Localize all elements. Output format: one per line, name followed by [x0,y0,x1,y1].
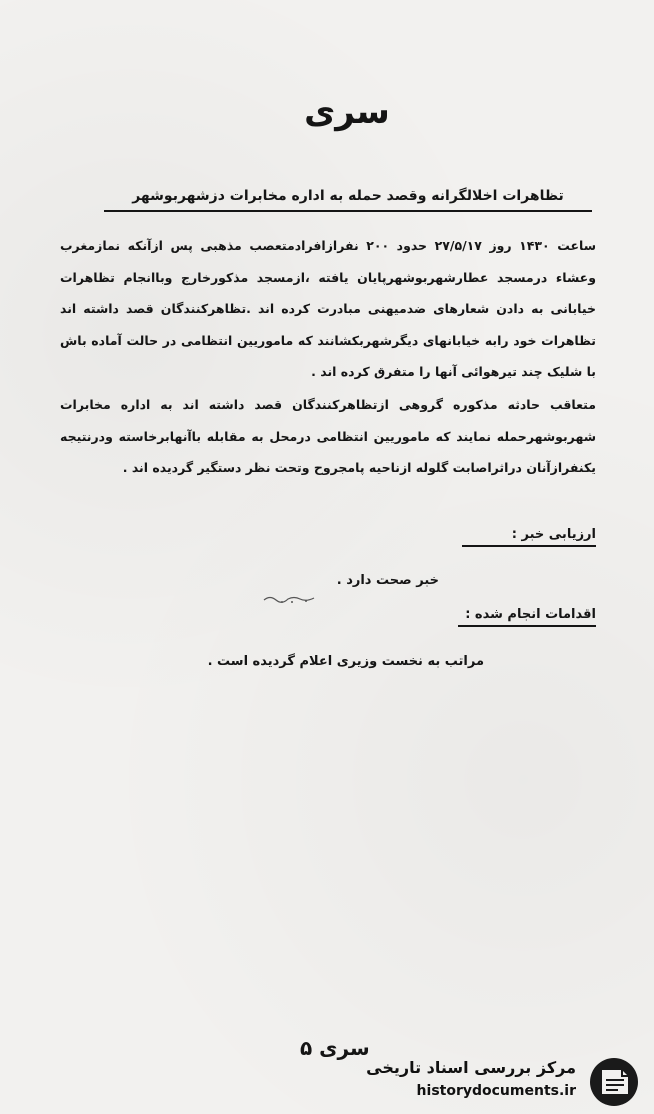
handwritten-mark [262,591,320,605]
watermark-title: مرکز بررسی اسناد تاریخی [366,1058,576,1077]
page-footer-mark: سری ۵ [300,1036,370,1060]
watermark [358,1056,648,1108]
body-paragraph-2: متعاقب حادثه مذکوره گروهی ازتظاهرکنندگان قصد داشته اند به اداره مخابرات شهربوشهرحمله نمایند که ماموریین انتظامی درمحل به مقابله باآنهابرخاسته ودرنتیجه یکنفرازآنان دراثراصابت گلوله ازناحیه پامجروح وتحت نظر دستگیر گردیده اند . [60,397,596,475]
classification-title: سری [304,92,390,132]
report-text: مراتب به نخست وزیری اعلام گردیده است . [207,654,484,669]
body-paragraph-1: ساعت ۱۴۳۰ روز ۲۷/۵/۱۷ حدود ۲۰۰ نفرازافرادمتعصب مذهبی پس ازآنکه نمازمغرب وعشاء درمسجد عطارشهربوشهرپایان یافته ،ازمسجد مذکورخارج وباانجام تظاهرات خیابانی به دادن شعارهای ضدمیهنی مبادرت کرده اند .تظاهرکنندگان قصد داشته اند تظاهرات خود رابه خیابانهای دیگرشهربکشانند که ماموریین انتظامی در حالت آماده باش با شلیک چند تیرهوائی آنها را متفرق کرده اند . [60,238,597,379]
document-subject: تظاهرات اخلالگرانه وقصد حمله به اداره مخابرات دزشهربوشهر [104,188,592,212]
actions-label: اقدامات انجام شده : [458,607,596,627]
evaluation-label: ارزیابی خبر : [462,527,596,547]
archive-logo-icon [588,1056,640,1108]
watermark-url: historydocuments.ir [416,1083,576,1099]
evaluation-text: خبر صحت دارد . [336,573,439,588]
